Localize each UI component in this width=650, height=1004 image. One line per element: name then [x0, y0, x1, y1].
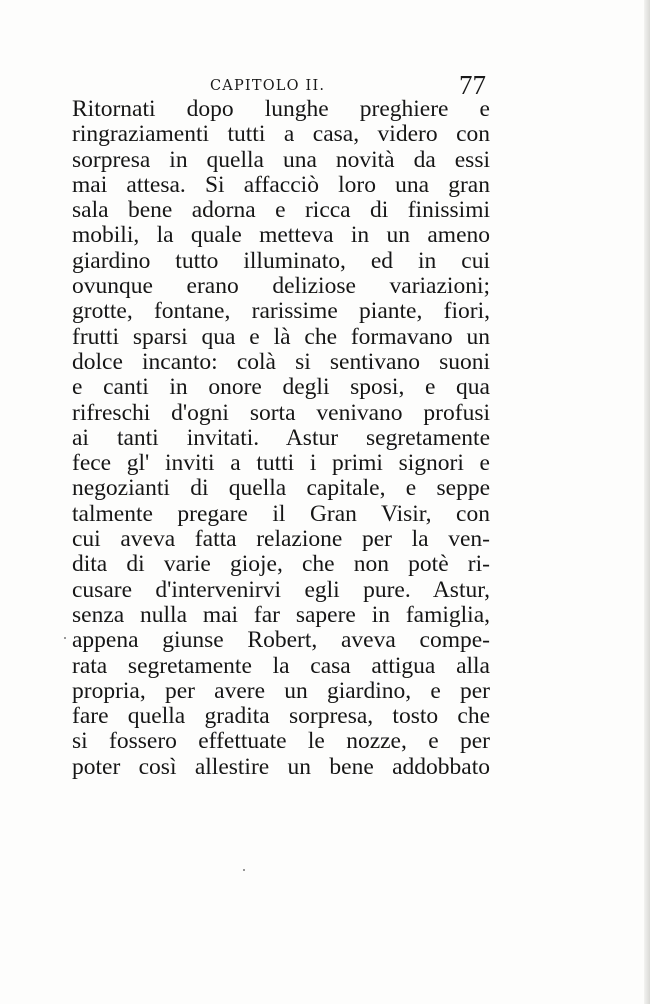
text-line: ringraziamenti tutti a casa, videro con	[72, 121, 490, 148]
page-number: 77	[459, 70, 486, 100]
text-line: e canti in onore degli sposi, e qua	[72, 374, 490, 401]
text-line: ovunque erano deliziose variazioni;	[72, 273, 490, 300]
text-line: cusare d'intervenirvi egli pure. Astur,	[72, 576, 490, 603]
text-line: grotte, fontane, rarissime piante, fiori,	[72, 298, 490, 325]
text-line: fare quella gradita sorpresa, tosto che	[72, 703, 490, 730]
text-line: sala bene adorna e ricca di finissimi	[72, 197, 490, 224]
text-line: fece gl' inviti a tutti i primi signori e	[72, 450, 490, 477]
text-line: negozianti di quella capitale, e seppe	[72, 475, 490, 502]
text-line: rata segretamente la casa attigua alla	[72, 652, 490, 679]
body-text	[72, 97, 490, 780]
text-line: giardino tutto illuminato, ed in cui	[72, 247, 490, 274]
chapter-heading: CAPITOLO II.	[210, 78, 326, 94]
text-line: senza nulla mai far sapere in famiglia,	[72, 601, 490, 628]
text-line: Ritornati dopo lunghe preghiere e	[72, 96, 490, 122]
print-speck	[243, 869, 245, 871]
text-line: talmente pregare il Gran Visir, con	[72, 500, 490, 527]
text-line: si fossero effettuate le nozze, e per	[72, 728, 490, 755]
text-line: appena giunse Robert, aveva compe-	[72, 627, 490, 654]
text-line: sorpresa in quella una novità da essi	[72, 146, 490, 173]
text-line: dita di varie gioje, che non potè ri-	[72, 551, 490, 578]
text-line: dolce incanto: colà si sentivano suoni	[72, 348, 490, 375]
text-line: poter così allestire un bene addobbato	[72, 753, 490, 780]
print-speck	[64, 637, 66, 639]
page-edge	[644, 0, 650, 1004]
text-line: frutti sparsi qua e là che formavano un	[72, 323, 490, 350]
text-line: cui aveva fatta relazione per la ven-	[72, 526, 490, 553]
text-line: mobili, la quale metteva in un ameno	[72, 222, 490, 249]
text-line: mai attesa. Si affacciò loro una gran	[72, 171, 490, 198]
text-line: propria, per avere un giardino, e per	[72, 677, 490, 704]
text-line: ai tanti invitati. Astur segretamente	[72, 424, 490, 451]
text-line: rifreschi d'ogni sorta venivano profusi	[72, 399, 490, 426]
